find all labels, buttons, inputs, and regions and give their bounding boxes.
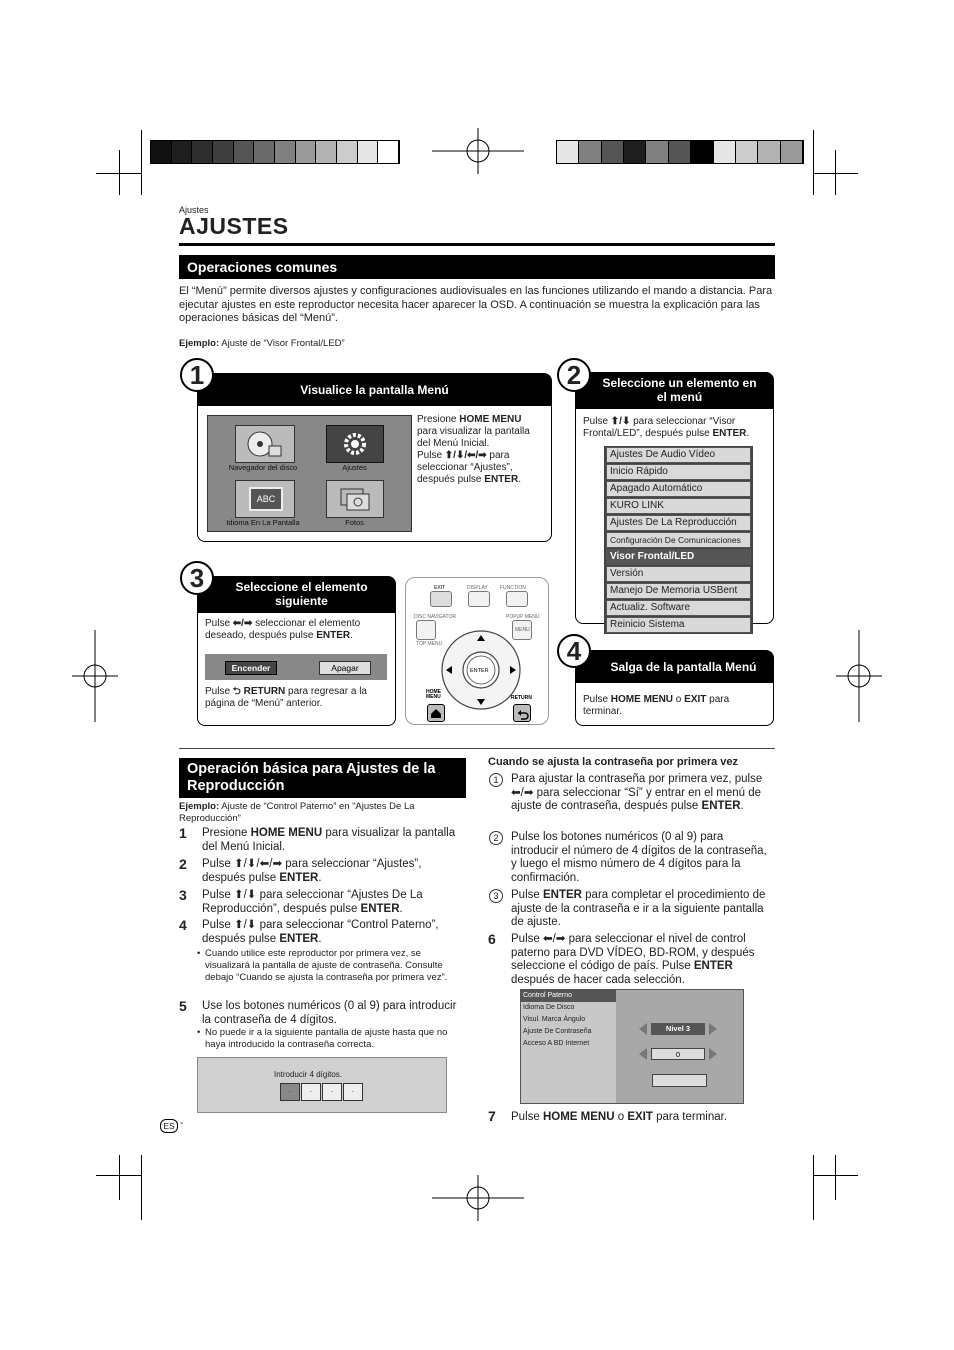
return-button[interactable]: [513, 704, 531, 722]
color-swatch: [172, 141, 193, 163]
step2-title: Seleccione un elemento en el menú: [576, 373, 773, 409]
step-text: Pulse HOME MENU o EXIT para terminar.: [511, 1111, 728, 1123]
arrow-right-icon[interactable]: [709, 1023, 717, 1035]
step-text: Use los botones numéricos (0 al 9) para introducir la contraseña de 4 dígitos.: [202, 1000, 457, 1026]
color-swatch: [234, 141, 255, 163]
step4-number: 4: [557, 634, 591, 668]
enter-button-label[interactable]: ENTER: [470, 668, 489, 674]
color-swatch: [602, 141, 624, 163]
step3-number: 3: [180, 561, 214, 595]
color-swatch: [758, 141, 780, 163]
bullet-note: • Cuando utilice este reproductor por primera vez, se visualizará la pantalla de ajuste de contraseña. Consulte debajo “Cuando se ajusta la contraseña por primera vez”.: [197, 948, 448, 983]
substep-number: 3: [489, 889, 503, 903]
color-swatch: [579, 141, 601, 163]
menu-item[interactable]: Manejo De Memoria USBent: [606, 583, 751, 599]
color-swatch: [557, 141, 579, 163]
gray-calibration-bar: [150, 140, 400, 164]
menu-item[interactable]: Inicio Rápido: [606, 464, 751, 480]
example-line: Ejemplo: Ajuste de “Control Paterno” en “Ajustes De La Reproducción”: [179, 801, 415, 824]
osd-menu-item[interactable]: Control Paterno: [521, 990, 616, 1002]
step-text: Presione HOME MENU para visualizar la pantalla del Menú Inicial.: [202, 827, 456, 853]
section-header: Operaciones comunes: [179, 255, 775, 279]
step-number: 2: [179, 856, 187, 872]
display-button[interactable]: [468, 591, 490, 607]
settings-menu-list: [604, 446, 753, 634]
osd-menu-item[interactable]: Visul. Marca Ángulo: [523, 1016, 586, 1023]
section-header: Operación básica para Ajustes de la Reproducción: [179, 758, 466, 798]
menu-item[interactable]: Configuración De Comunicaciones: [606, 532, 751, 548]
icon-label: Idioma En La Pantalla: [226, 518, 300, 527]
menu-item[interactable]: KURO LINK: [606, 498, 751, 514]
crop-mark: [813, 1155, 814, 1220]
crop-mark: [813, 130, 814, 195]
step2-instructions: Pulse ⬆/⬇ para seleccionar “Visor Frontal/LED”, después pulse ENTER.: [583, 416, 750, 439]
crop-mark: [141, 1155, 142, 1220]
password-digit-box[interactable]: ·: [280, 1083, 300, 1101]
osd-menu-column: [521, 990, 616, 1103]
gear-icon[interactable]: [326, 425, 384, 463]
remote-control: EXIT DISPLAY FUNCTION DISC NAVIGATOR TOP MENU POPUP MENU MENU ENTER HOME MENU RETURN: [405, 577, 549, 725]
substep-text: Para ajustar la contraseña por primera vez, pulse ⬅/➡ para seleccionar “Sí” y entrar en el menú de ajuste de contraseña, después pulse ENTER.: [511, 773, 763, 812]
exit-button[interactable]: [430, 591, 452, 607]
step-number: 5: [179, 998, 187, 1014]
ok-field[interactable]: [652, 1074, 707, 1087]
step-number: 3: [179, 887, 187, 903]
option-off[interactable]: Apagar: [319, 661, 371, 675]
return-icon: ⮌: [232, 686, 241, 697]
registration-target-icon: [432, 128, 524, 174]
step-number: 4: [179, 917, 187, 933]
step-text: Pulse ⬅/➡ para seleccionar el nivel de control paterno para DVD VÍDEO, BD-ROM, y después seleccione el código de país. Pulse ENTER después de hacer cada selección.: [511, 933, 755, 986]
menu-item[interactable]: Visor Frontal/LED: [606, 549, 751, 565]
example-line: Ejemplo: Ajuste de “Visor Frontal/LED”: [179, 338, 345, 349]
disc-navigator-button[interactable]: [416, 620, 436, 640]
language-badge: ES: [160, 1119, 178, 1133]
language-icon[interactable]: ABC: [235, 480, 295, 518]
password-entry-screen: Introducir 4 dígitos. · · · ·: [197, 1057, 447, 1113]
arrow-left-icon[interactable]: [639, 1023, 647, 1035]
function-button[interactable]: [506, 591, 528, 607]
osd-menu-item[interactable]: Ajuste De Contraseña: [523, 1028, 592, 1035]
color-swatch: [714, 141, 736, 163]
color-swatch: [378, 141, 399, 163]
color-swatch: [781, 141, 803, 163]
option-on[interactable]: Encender: [225, 661, 277, 675]
step-text: Pulse ⬆/⬇ para seleccionar “Ajustes De La Reproducción”, después pulse ENTER.: [202, 889, 423, 915]
step3-title: Seleccione el elemento siguiente: [198, 577, 395, 613]
home-menu-screen: [207, 415, 412, 532]
color-swatch: [254, 141, 275, 163]
menu-item[interactable]: Ajustes De Audio Vídeo: [606, 447, 751, 463]
icon-label: Navegador del disco: [228, 463, 298, 472]
menu-item[interactable]: Apagado Automático: [606, 481, 751, 497]
title-rule: [179, 243, 775, 246]
color-swatch: [337, 141, 358, 163]
color-swatch: [151, 141, 172, 163]
step1-instructions: Presione HOME MENU para visualizar la pantalla del Menú Inicial. Pulse ⬆/⬇/⬅/➡ para seleccionar “Ajustes”, después pulse ENTER.: [417, 414, 530, 485]
country-code-selector[interactable]: 0: [639, 1048, 717, 1062]
arrow-left-icon[interactable]: [639, 1048, 647, 1060]
color-swatch: [192, 141, 213, 163]
color-swatch: [691, 141, 713, 163]
color-swatch: [358, 141, 379, 163]
step3-return-instructions: Pulse ⮌ RETURN para regresar a la página de “Menú” anterior.: [205, 686, 367, 709]
icon-label: Ajustes: [342, 463, 367, 472]
level-selector[interactable]: Nivel 3: [639, 1023, 717, 1037]
substep-text: Pulse ENTER para completar el procedimiento de ajuste de la contraseña e ir a la siguiente pantalla de ajuste.: [511, 889, 766, 928]
color-swatch: [316, 141, 337, 163]
step2-number: 2: [557, 358, 591, 392]
osd-menu-item[interactable]: Idioma De Disco: [523, 1004, 575, 1011]
menu-item[interactable]: Versión: [606, 566, 751, 582]
section-divider: [179, 748, 775, 749]
password-digit-box[interactable]: ·: [301, 1083, 321, 1101]
color-swatch: [213, 141, 234, 163]
menu-item[interactable]: Reinicio Sistema: [606, 617, 751, 633]
registration-target-icon: [836, 630, 882, 722]
step1-title: Visualice la pantalla Menú: [198, 374, 551, 406]
color-swatch: [736, 141, 758, 163]
crop-mark: [835, 1155, 836, 1200]
color-swatch: [646, 141, 668, 163]
step-number: 7: [488, 1108, 496, 1124]
home-menu-button[interactable]: [427, 704, 445, 722]
step-number: 1: [179, 825, 187, 841]
color-swatch: [624, 141, 646, 163]
photos-icon[interactable]: [326, 480, 384, 518]
step-text: Pulse ⬆/⬇/⬅/➡ para seleccionar “Ajustes”, después pulse ENTER.: [202, 858, 422, 884]
color-swatch: [669, 141, 691, 163]
arrow-right-icon[interactable]: [709, 1048, 717, 1060]
crop-mark: [835, 150, 836, 195]
intro-paragraph: El “Menú” permite diversos ajustes y configuraciones audiovisuales en las funciones utilizando el mando a distancia. Para ejecutar ajustes en este reproductor necesita hacer aparecer la OSD. A continuación se muestra la explicación para las operaciones básicas del “Menú”.: [179, 285, 773, 324]
icon-label: Fotos: [345, 518, 364, 527]
crop-mark: [119, 1155, 120, 1200]
osd-menu-item[interactable]: Acceso A BD Internet: [523, 1040, 590, 1047]
subsection-title: Cuando se ajusta la contraseña por primera vez: [488, 756, 739, 768]
substep-number: 2: [489, 831, 503, 845]
option-selector: [205, 654, 387, 680]
gray-calibration-bar: [556, 140, 804, 164]
parental-control-screen: [520, 989, 744, 1104]
disc-navigator-icon[interactable]: [235, 425, 295, 463]
crop-mark: [141, 130, 142, 195]
substep-text: Pulse los botones numéricos (0 al 9) para introducir el número de 4 dígitos de la contraseña, y luego el mismo número de 4 dígitos para la confirmación.: [511, 831, 767, 884]
step4-title: Salga de la pantalla Menú: [576, 651, 773, 683]
breadcrumb: Ajustes: [179, 205, 209, 215]
page-number: -: [180, 1118, 184, 1129]
menu-item[interactable]: Ajustes De La Reproducción: [606, 515, 751, 531]
password-digit-box[interactable]: ·: [343, 1083, 363, 1101]
registration-target-icon: [432, 1175, 524, 1221]
step4-instructions: Pulse HOME MENU o EXIT para terminar.: [583, 694, 730, 717]
bullet-note: • No puede ir a la siguiente pantalla de ajuste hasta que no haya introducido la contraseña correcta.: [197, 1027, 448, 1050]
step-number: 6: [488, 931, 496, 947]
popup-menu-button[interactable]: MENU: [512, 620, 532, 640]
crop-mark: [119, 150, 120, 195]
menu-item[interactable]: Actualiz. Software: [606, 600, 751, 616]
color-swatch: [275, 141, 296, 163]
step-text: Pulse ⬆/⬇ para seleccionar “Control Paterno”, después pulse ENTER.: [202, 919, 439, 945]
color-swatch: [296, 141, 317, 163]
password-digit-box[interactable]: ·: [322, 1083, 342, 1101]
step3-instructions: Pulse ⬅/➡ seleccionar el elemento deseado, después pulse ENTER.: [205, 618, 361, 641]
substep-number: 1: [489, 773, 503, 787]
step1-number: 1: [180, 358, 214, 392]
registration-target-icon: [72, 630, 118, 722]
page-title: AJUSTES: [179, 213, 289, 239]
